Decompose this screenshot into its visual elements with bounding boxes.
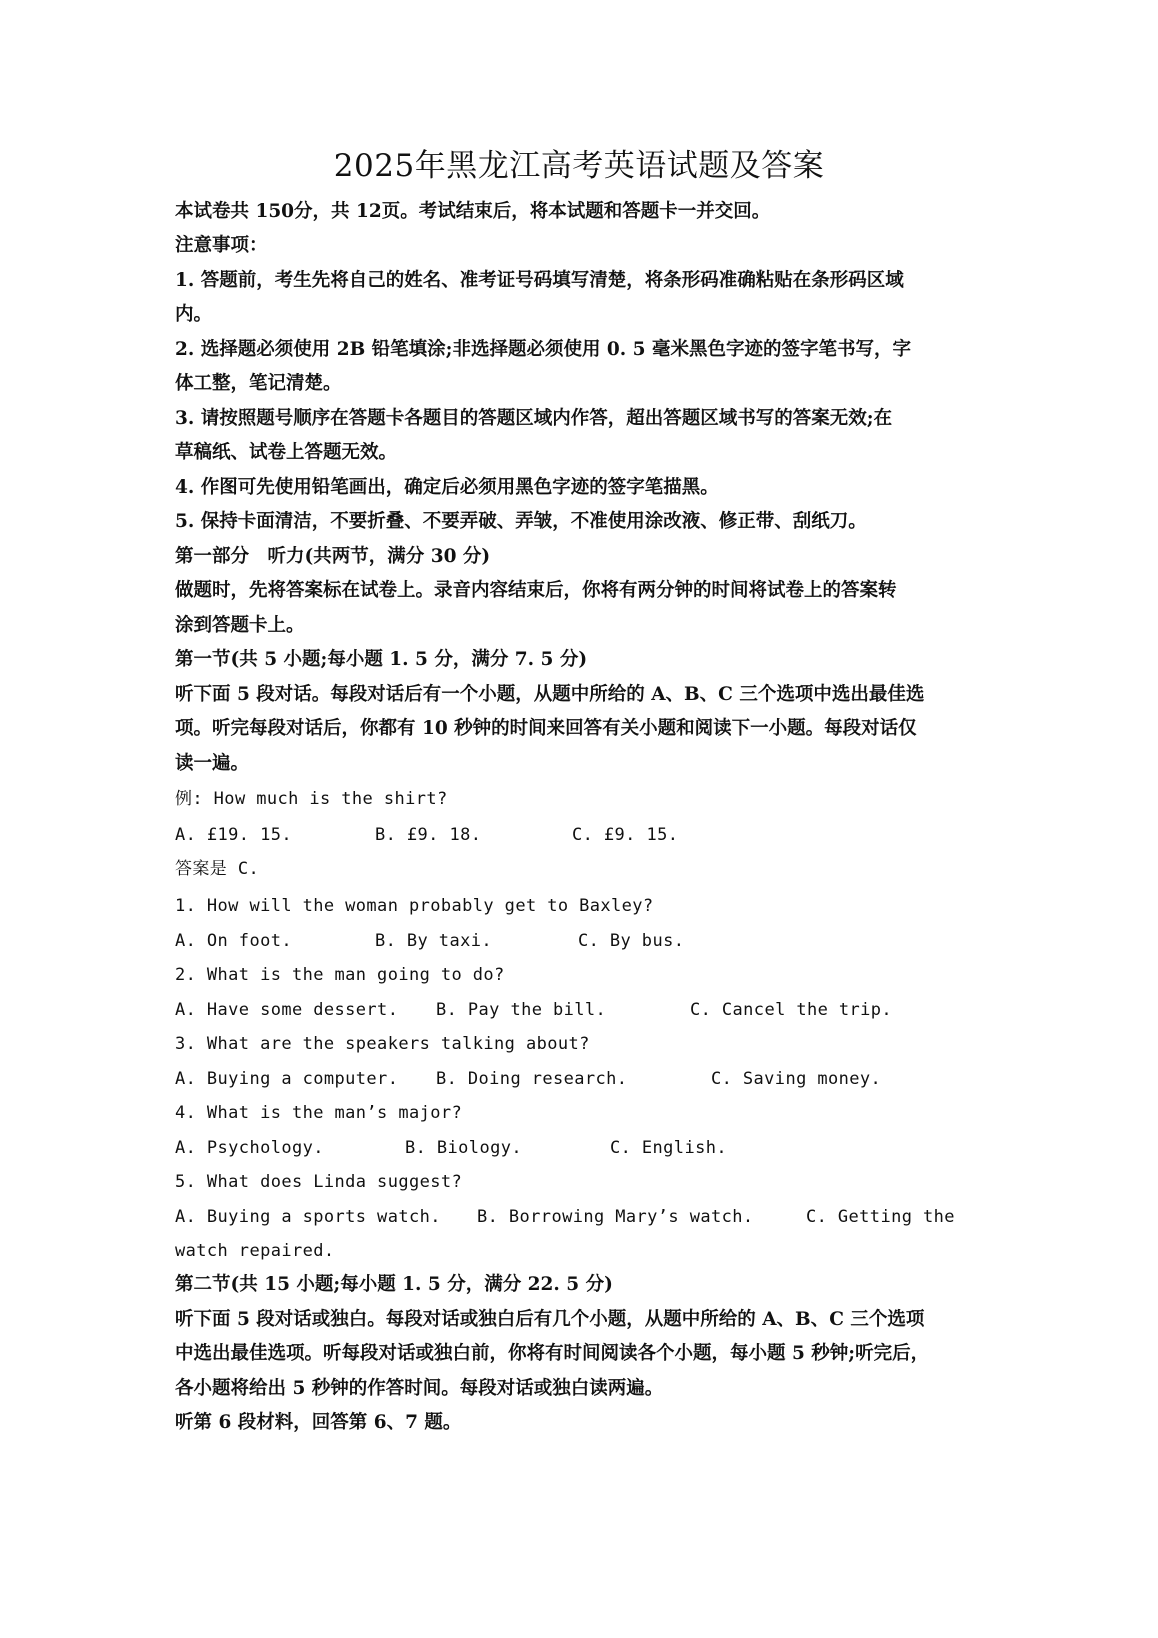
q2-option-b: B. Pay the bill. [436, 1000, 607, 1020]
notice-line: 3. 请按照题号顺序在答题卡各题目的答题区域内作答，超出答题区域书写的答案无效;在 [175, 408, 893, 429]
q2-option-a: A. Have some dessert. [175, 1000, 399, 1020]
example-option-c: C. £9. 15. [572, 825, 679, 845]
section1-instruction-line: 项。听完每段对话后，你都有 10 秒钟的时间来回答有关小题和阅读下一小题。每段对话仅 [175, 718, 917, 739]
notice-line: 体工整，笔记清楚。 [175, 373, 342, 394]
material-6-heading: 听第 6 段材料，回答第 6、7 题。 [175, 1412, 462, 1433]
q4-option-a: A. Psychology. [175, 1138, 324, 1158]
section1-instruction-line: 读一遍。 [175, 753, 250, 774]
q1-option-b: B. By taxi. [375, 931, 492, 951]
question-3-options [0, 1066, 1158, 1092]
part1-heading: 第一部分 听力(共两节，满分 30 分) [175, 546, 491, 567]
section2-instruction-line: 各小题将给出 5 秒钟的作答时间。每段对话或独白读两遍。 [175, 1378, 664, 1399]
section1-heading: 第一节(共 5 小题;每小题 1. 5 分，满分 7. 5 分) [175, 649, 588, 670]
q5-option-c: C. Getting the [806, 1207, 955, 1227]
question-4-options [0, 1135, 1158, 1161]
intro-text: 本试卷共 150分，共 12页。考试结束后，将本试题和答题卡一并交回。 [175, 201, 771, 222]
question-2-options [0, 997, 1158, 1023]
example-question: 例: How much is the shirt? [175, 789, 448, 809]
question-4: 4. What is the man’s major? [175, 1103, 463, 1123]
q1-option-a: A. On foot. [175, 931, 292, 951]
notice-line: 2. 选择题必须使用 2B 铅笔填涂;非选择题必须使用 0. 5 毫米黑色字迹的签字笔书写，字 [175, 339, 911, 360]
section1-instruction-line: 听下面 5 段对话。每段对话后有一个小题，从题中所给的 A、B、C 三个选项中选出最佳选 [175, 684, 925, 705]
example-answer: 答案是 C. [175, 859, 260, 879]
section2-instruction-line: 中选出最佳选项。听每段对话或独白前，你将有时间阅读各个小题，每小题 5 秒钟;听完后， [175, 1343, 930, 1364]
example-option-a: A. £19. 15. [175, 825, 292, 845]
part1-instruction-line: 做题时，先将答案标在试卷上。录音内容结束后，你将有两分钟的时间将试卷上的答案转 [175, 580, 897, 601]
section2-instruction-line: 听下面 5 段对话或独白。每段对话或独白后有几个小题，从题中所给的 A、B、C 三个选项 [175, 1309, 925, 1330]
q4-option-b: B. Biology. [405, 1138, 522, 1158]
notice-line: 5. 保持卡面清洁，不要折叠、不要弄破、弄皱，不准使用涂改液、修正带、刮纸刀。 [175, 511, 867, 532]
notice-line: 1. 答题前，考生先将自己的姓名、准考证号码填写清楚，将条形码准确粘贴在条形码区域 [175, 270, 904, 291]
question-1-options [0, 928, 1158, 954]
part1-instruction-line: 涂到答题卡上。 [175, 615, 305, 636]
example-options [0, 822, 1158, 848]
q3-option-a: A. Buying a computer. [175, 1069, 399, 1089]
q3-option-b: B. Doing research. [436, 1069, 628, 1089]
example-option-b: B. £9. 18. [375, 825, 482, 845]
q2-option-c: C. Cancel the trip. [690, 1000, 893, 1020]
q5-option-c-continuation: watch repaired. [175, 1241, 335, 1261]
q4-option-c: C. English. [610, 1138, 727, 1158]
question-5: 5. What does Linda suggest? [175, 1172, 463, 1192]
q3-option-c: C. Saving money. [711, 1069, 882, 1089]
question-1: 1. How will the woman probably get to Baxley? [175, 896, 654, 916]
question-5-options [0, 1204, 1158, 1230]
section2-heading: 第二节(共 15 小题;每小题 1. 5 分，满分 22. 5 分) [175, 1274, 613, 1295]
notice-line: 内。 [175, 304, 213, 325]
notice-line: 4. 作图可先使用铅笔画出，确定后必须用黑色字迹的签字笔描黑。 [175, 477, 719, 498]
question-3: 3. What are the speakers talking about? [175, 1034, 590, 1054]
notice-line: 草稿纸、试卷上答题无效。 [175, 442, 398, 463]
q5-option-a: A. Buying a sports watch. [175, 1207, 441, 1227]
q1-option-c: C. By bus. [578, 931, 685, 951]
page-title: 2025年黑龙江高考英语试题及答案 [333, 148, 825, 184]
notice-heading: 注意事项： [175, 235, 268, 256]
q5-option-b: B. Borrowing Mary’s watch. [477, 1207, 754, 1227]
question-2: 2. What is the man going to do? [175, 965, 505, 985]
